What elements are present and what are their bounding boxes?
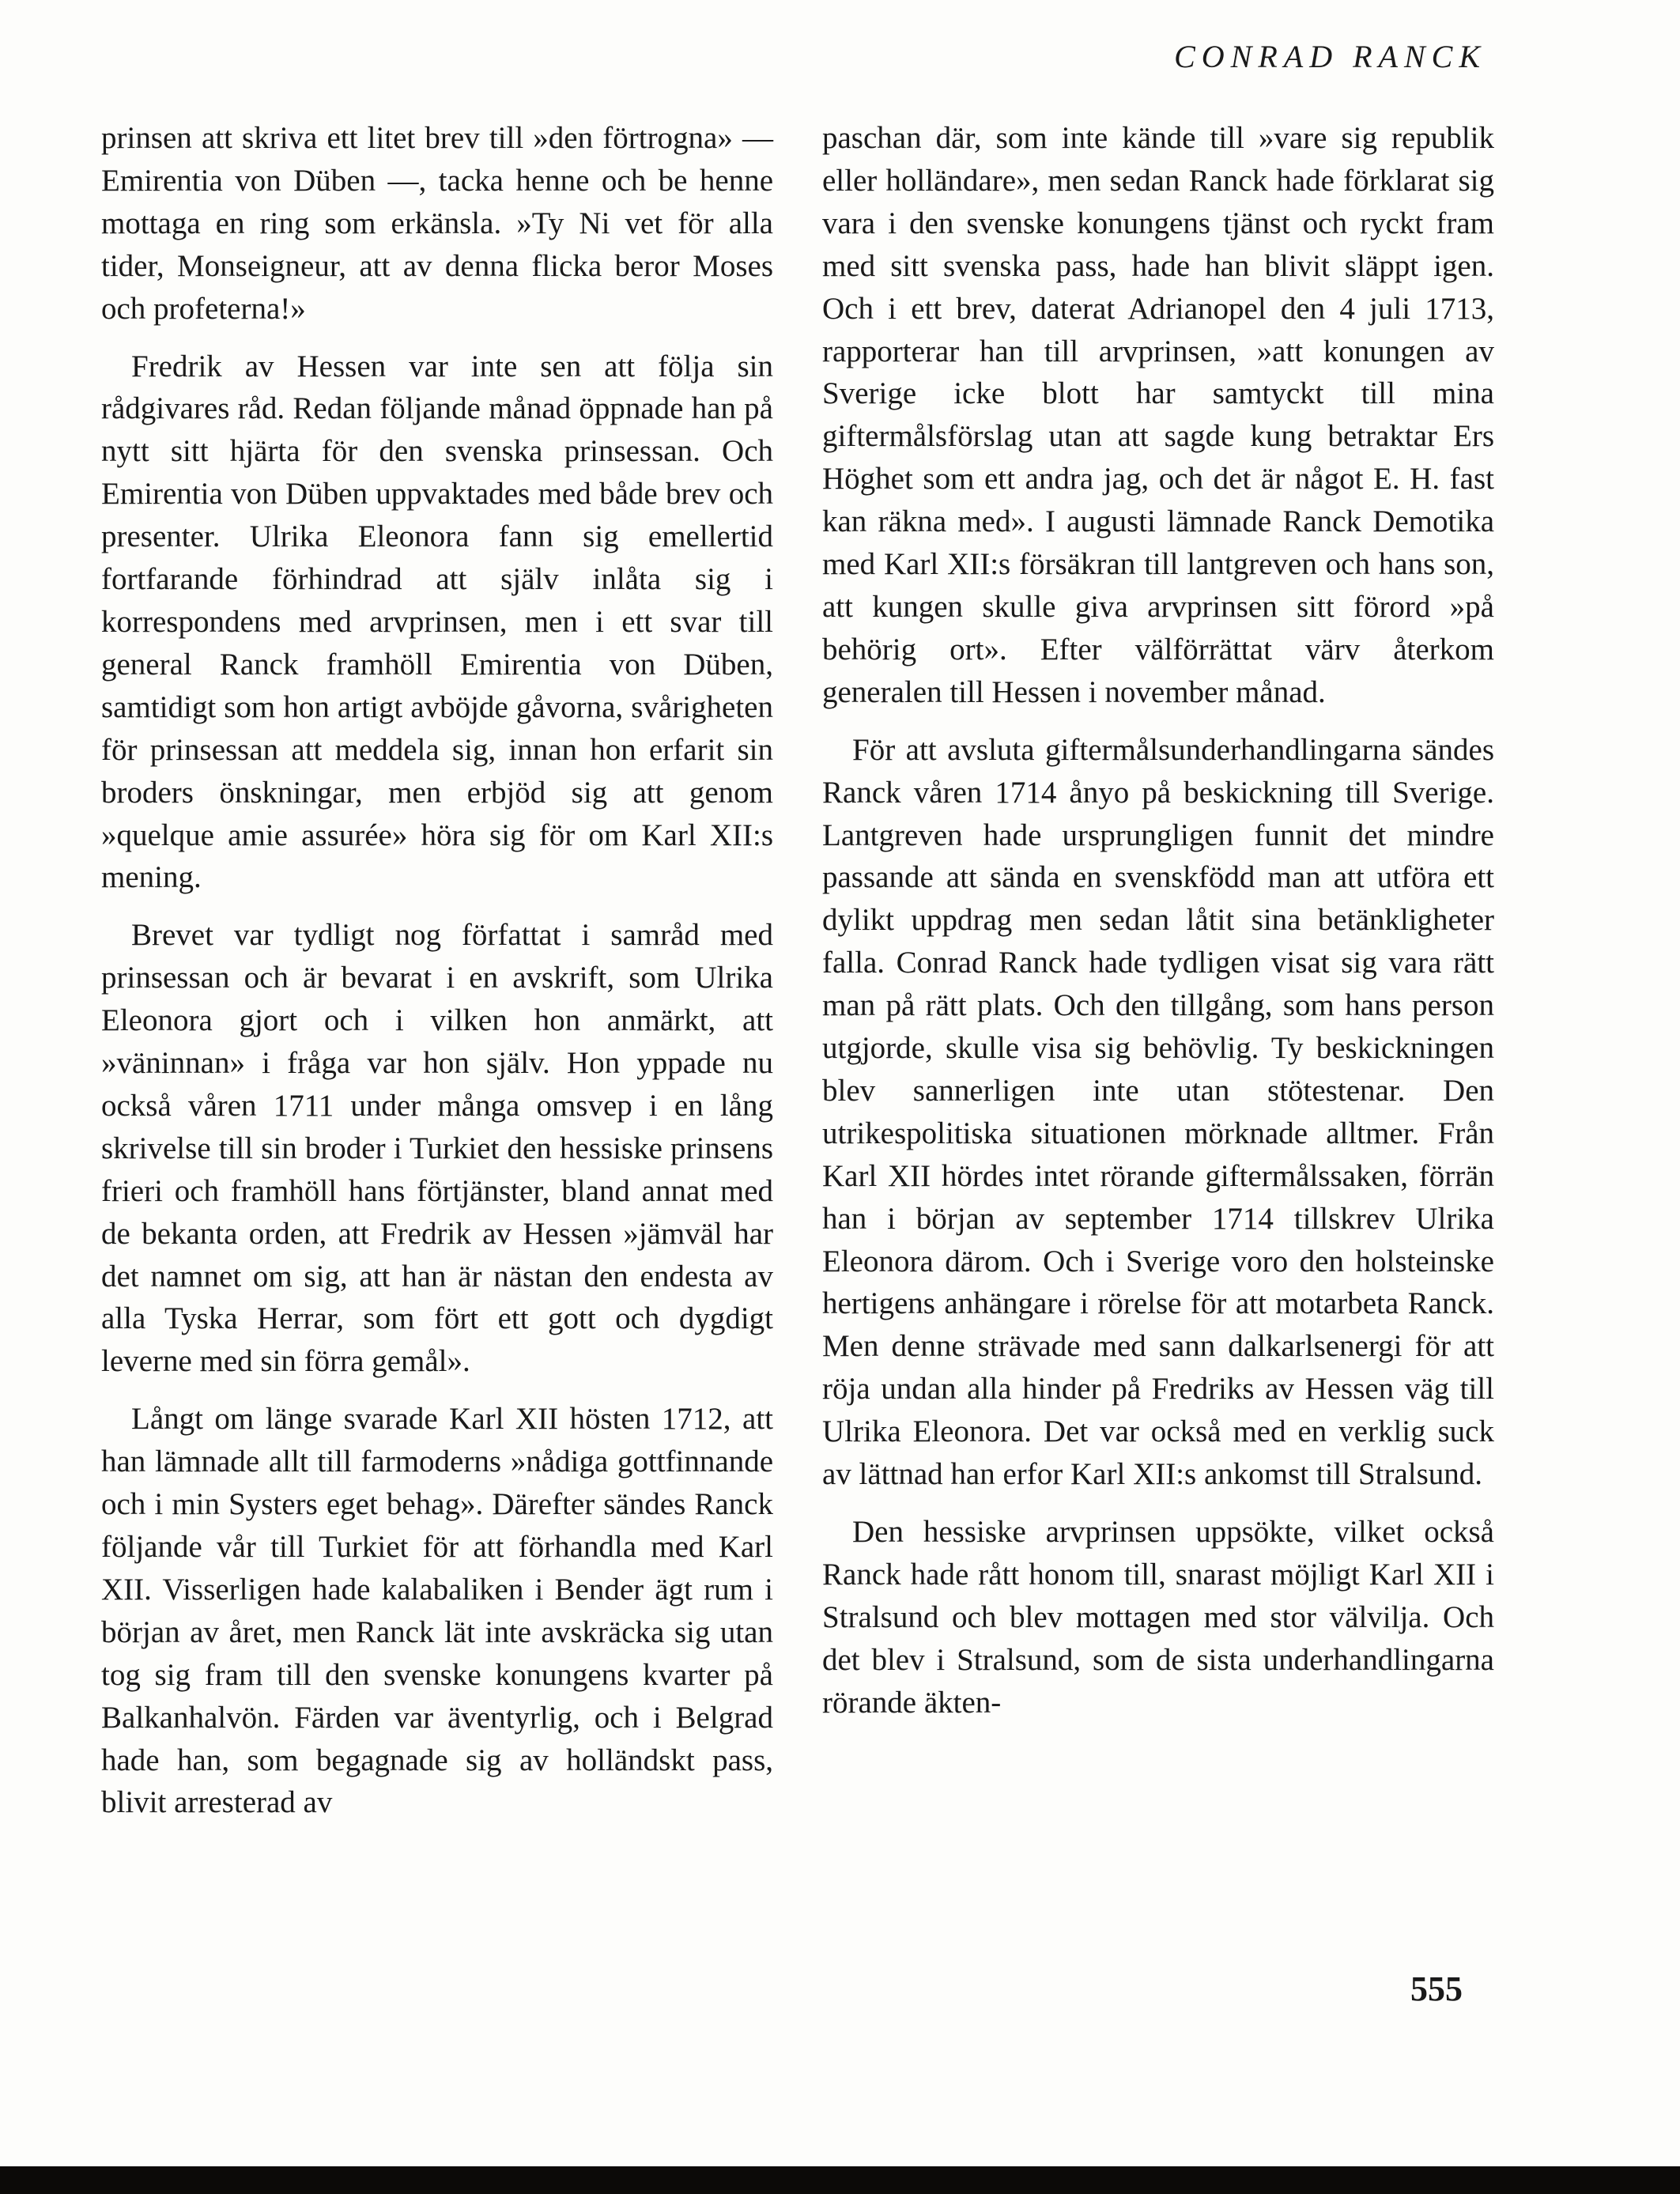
paragraph: Den hessiske arvprinsen uppsökte, vilket också Ranck hade rått honom till, snarast möjligt Karl XII i Stralsund och blev mottagen med stor välvilja. Och det blev i Stralsund, som de sista underhandlingarna rörande äkten- xyxy=(822,1515,1494,1720)
paragraph: Långt om länge svarade Karl XII hösten 1712, att han lämnade allt till farmoderns »nådiga gottfinnande och i min Systers eget behag». Därefter sändes Ranck följande vår till Turkiet för att förhandla med Karl XII. Visserligen hade kalabaliken i Bender ägt rum i början av året, men Ranck lät inte avskräcka sig utan tog sig fram till den svenske konungens kvarter på Balkanhalvön. Färden var äventyrlig, och i Belgrad hade han, som begagnade sig av holländskt pass, blivit arresterad av xyxy=(101,1402,773,1820)
paragraph: prinsen att skriva ett litet brev till »den förtrogna» — Emirentia von Düben —, tacka henne och be henne mottaga en ring som erkänsla. »Ty Ni vet för alla tider, Monseigneur, att av denna flicka beror Moses och profeterna!» xyxy=(101,121,773,326)
scan-edge xyxy=(0,2166,1680,2194)
paragraph: paschan där, som inte kände till »vare sig republik eller holländare», men sedan Ranck hade förklarat sig vara i den svenske konungens tjänst och ryckt fram med sitt svenska pass, hade han blivit släppt igen. Och i ett brev, daterat Adrianopel den 4 juli 1713, rapporterar han till arvprinsen, »att konungen av Sverige icke blott har samtyckt till mina giftermålsförslag utan att sagde kung betraktar Ers Höghet som ett andra jag, och det är något E. H. fast kan räkna med». I augusti lämnade Ranck Demotika med Karl XII:s försäkran till lantgreven och hans son, att kungen skulle giva arvprinsen sitt förord »på behörig ort». Efter välförrättat värv återkom generalen till Hessen i november månad. xyxy=(822,121,1494,709)
left-column xyxy=(101,117,773,1839)
paragraph: Brevet var tydligt nog författat i samråd med prinsessan och är bevarat i en avskrift, som Ulrika Eleonora gjort och i vilken hon anmärkt, att »väninnan» i fråga var hon själv. Hon yppade nu också våren 1711 under många omsvep i en lång skrivelse till sin broder i Turkiet den hessiske prinsens frieri och framhöll hans förtjänster, bland annat med de bekanta orden, att Fredrik av Hessen »jämväl har det namnet om sig, att han är nästan den endesta av alla Tyska Herrar, som fört ett gott och dygdigt leverne med sin förra gemål». xyxy=(101,918,773,1379)
paragraph: Fredrik av Hessen var inte sen att följa sin rådgivares råd. Redan följande månad öppnade han på nytt sitt hjärta för den svenska prinsessan. Och Emirentia von Düben uppvaktades med både brev och presenter. Ulrika Eleonora fann sig emellertid fortfarande förhindrad att själv inlåta sig i korrespondens med arvprinsen, men i ett svar till general Ranck framhöll Emirentia von Düben, samtidigt som hon artigt avböjde gåvorna, svårigheten för prinsessan att meddela sig, innan hon erfarit sin broders önskningar, men erbjöd sig att genom »quelque amie assurée» höra sig för om Karl XII:s mening. xyxy=(101,349,773,895)
page-number: 555 xyxy=(1410,1969,1463,2008)
running-head: CONRAD RANCK xyxy=(1174,39,1486,74)
right-column xyxy=(822,117,1494,1739)
paragraph: För att avsluta giftermålsunderhandlingarna sändes Ranck våren 1714 ånyo på beskickning till Sverige. Lantgreven hade ursprungligen funnit det mindre passande att sända en svenskfödd man att utföra ett dylikt uppdrag men sedan låtit sina betänkligheter falla. Conrad Ranck hade tydligen visat sig vara rätt man på rätt plats. Och den tillgång, som hans person utgjorde, skulle visa sig behövlig. Ty beskickningen blev sannerligen inte utan stötestenar. Den utrikespolitiska situationen mörknade alltmer. Från Karl XII hördes intet rörande giftermålssaken, förrän han i början av september 1714 tillskrev Ulrika Eleonora därom. Och i Sverige voro den holsteinske hertigens anhängare i rörelse för att motarbeta Ranck. Men denne strävade med sann dalkarlsenergi för att röja undan alla hinder på Fredriks av Hessen väg till Ulrika Eleonora. Det var också med en verklig suck av lättnad han erfor Karl XII:s ankomst till Stralsund. xyxy=(822,732,1494,1492)
